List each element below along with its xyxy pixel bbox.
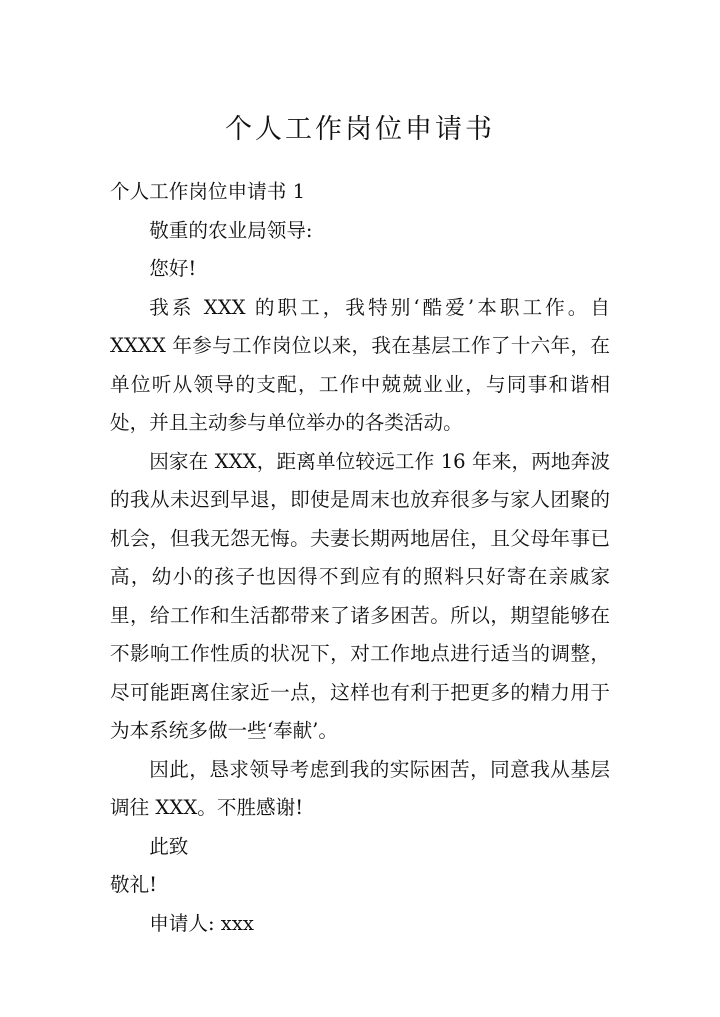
closing-line-1: 此致 [149,834,189,858]
document-subtitle: 个人工作岗位申请书 1 [110,180,306,203]
paragraph-3: 因此，恳求领导考虑到我的实际困苦，同意我从基层调往 XXX。不胜感谢! [110,757,610,819]
paragraph-2: 因家在 XXX，距离单位较远工作 16 年来，两地奔波的我从未迟到早退，即使是周末也放弃很多与家人团聚的机会，但我无怨无悔。夫妻长期两地居住，且父母年事已高，幼小的孩子也因得不到应有的照料只好寄在亲戚家里，给工作和生活都带来了诸多困苦。所以，期望能够在不影响工作性质的状况下，对工作地点进行适当的调整，尽可能距离住家近一点，这样也有利于把更多的精力用于为本系统多做一些‘奉献’。 [110,449,610,742]
paragraph-1: 我系 XXX 的职工，我特别‘酷爱’本职工作。自 XXXX 年参与工作岗位以来，我在基层工作了十六年，在单位听从领导的支配，工作中兢兢业业，与同事和谐相处，并且主动参与单位举办的各类活动。 [110,295,610,434]
closing-line-2: 敬礼! [110,873,158,896]
signature: 申请人: xxx [149,911,254,935]
salutation: 敬重的农业局领导: [149,218,313,242]
greeting: 您好! [149,257,197,280]
document-body [110,173,610,943]
document-title: 个人工作岗位申请书 [225,114,495,145]
